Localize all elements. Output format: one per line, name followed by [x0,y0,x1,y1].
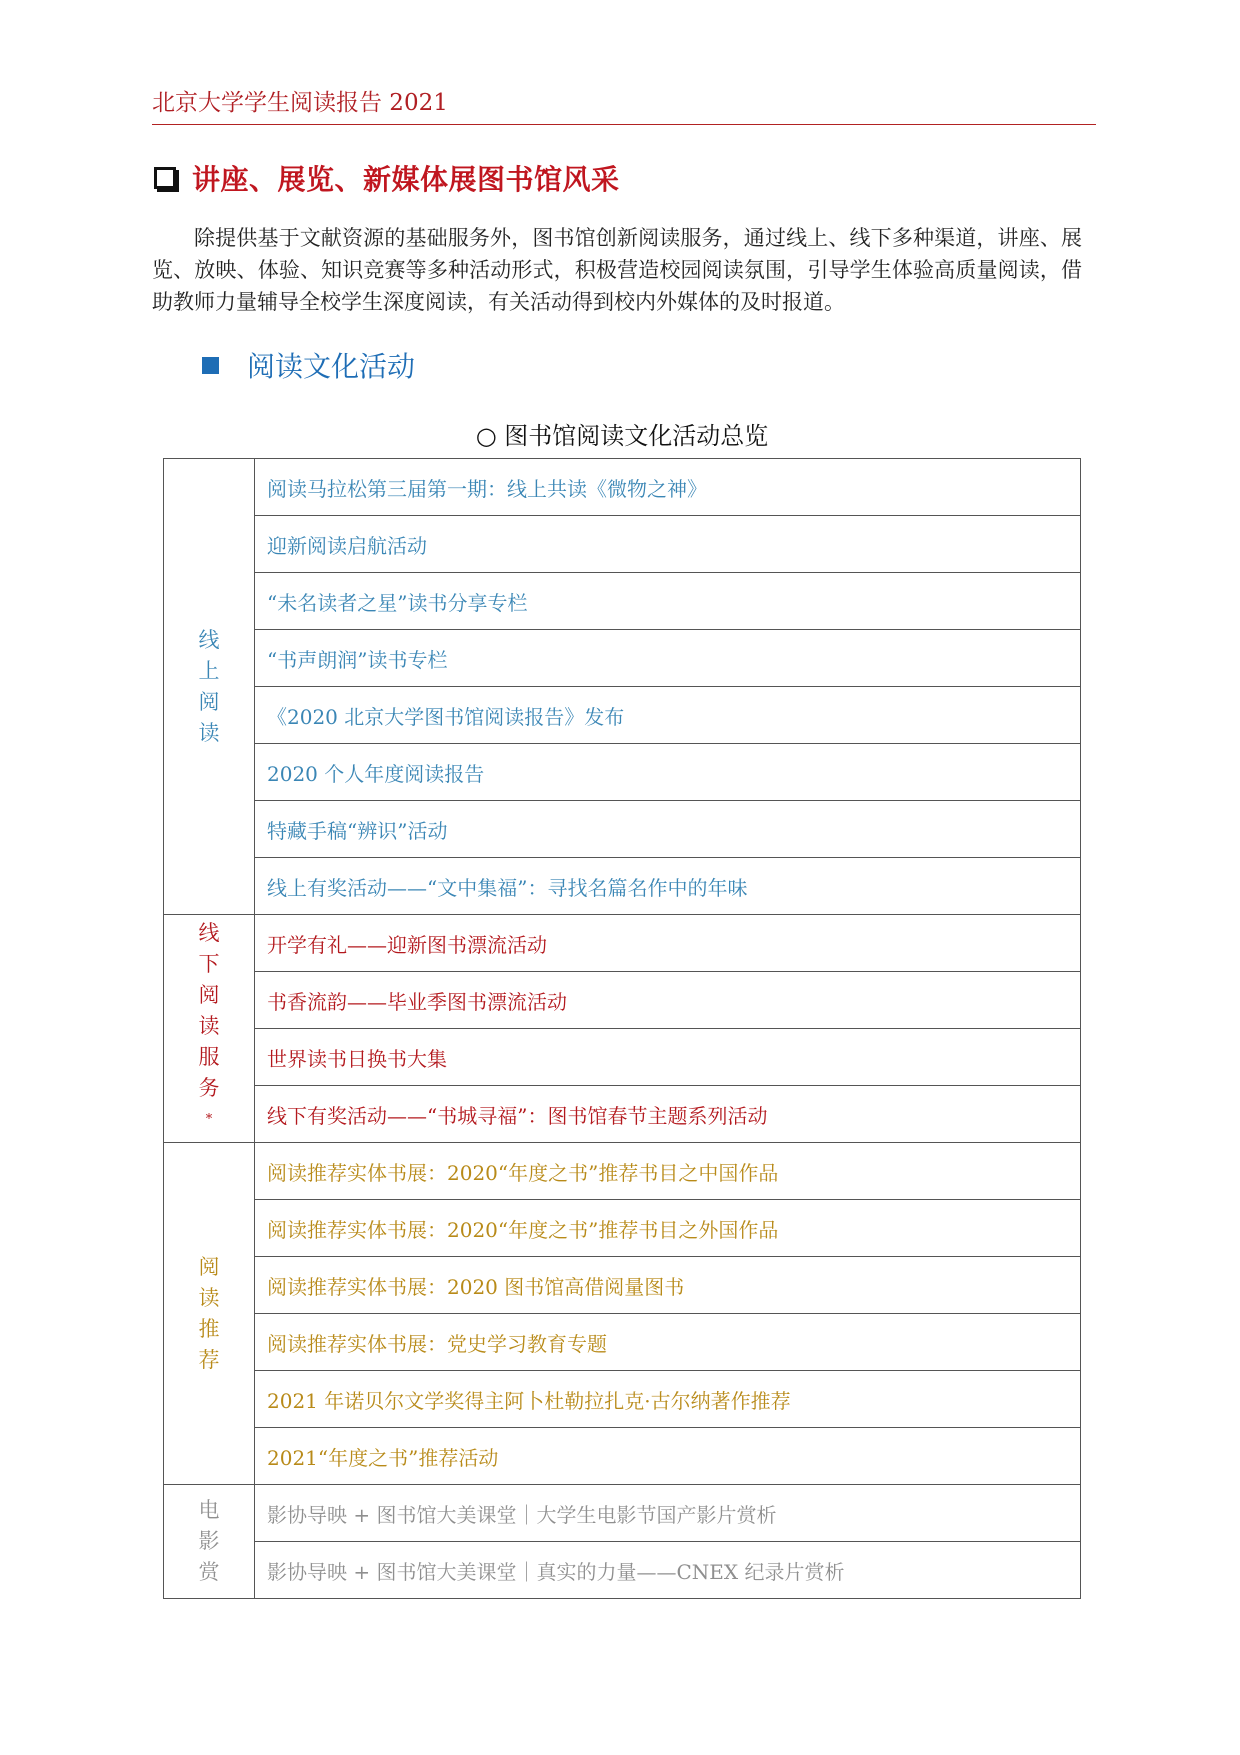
subsection-heading [202,347,415,383]
report-title: 北京大学学生阅读报告 2021 [152,90,448,116]
category-label [196,918,222,1140]
table-row [164,801,1081,858]
table-row [164,972,1081,1029]
table-row [164,1143,1081,1200]
table-row [164,1086,1081,1143]
activity-item: 线上有奖活动——“文中集福”：寻找名篇名作中的年味 [255,858,1081,915]
table-row [164,1542,1081,1599]
table-row [164,1371,1081,1428]
intro-paragraph: 除提供基于文献资源的基础服务外，图书馆创新阅读服务，通过线上、线下多种渠道，讲座、展览、放映、体验、知识竞赛等多种活动形式，积极营造校园阅读氛围，引导学生体验高质量阅读，借助教师力量辅导全校学生深度阅读，有关活动得到校内外媒体的及时报道。 [152,226,1082,314]
activity-item: 迎新阅读启航活动 [255,516,1081,573]
activity-item: 阅读推荐实体书展：2020“年度之书”推荐书目之外国作品 [255,1200,1081,1257]
activity-item: “书声朗润”读书专栏 [255,630,1081,687]
table-row [164,1485,1081,1542]
category-cell-film [164,1485,255,1599]
category-cell-recommend [164,1143,255,1485]
table-row [164,630,1081,687]
activity-item: 阅读马拉松第三届第一期：线上共读《微物之神》 [255,459,1081,516]
table-row [164,744,1081,801]
checkbox-icon [154,167,176,189]
subsection-title: 阅读文化活动 [247,350,416,383]
activity-item: 影协导映 + 图书馆大美课堂｜大学生电影节国产影片赏析 [255,1485,1081,1542]
activity-table [163,458,1081,1599]
table-row [164,687,1081,744]
activity-item: 开学有礼——迎新图书漂流活动 [255,915,1081,972]
table-row [164,459,1081,516]
activity-item: 阅读推荐实体书展：2020 图书馆高借阅量图书 [255,1257,1081,1314]
category-label: 电影赏 [198,1498,220,1584]
square-icon [202,357,219,374]
activity-item: 线下有奖活动——“书城寻福”：图书馆春节主题系列活动 [255,1086,1081,1143]
table-caption: ○ 图书馆阅读文化活动总览 [475,422,769,450]
footnote-mark: * [205,1111,213,1127]
table-row [164,858,1081,915]
activity-item: 2021“年度之书”推荐活动 [255,1428,1081,1485]
activity-item: 书香流韵——毕业季图书漂流活动 [255,972,1081,1029]
category-label: 阅读推荐 [198,1254,220,1372]
table-row [164,1257,1081,1314]
category-cell-online [164,459,255,915]
category-cell-offline [164,915,255,1143]
activity-item: 阅读推荐实体书展：党史学习教育专题 [255,1314,1081,1371]
section-title: 讲座、展览、新媒体展图书馆风采 [192,163,620,196]
activity-item: 影协导映 + 图书馆大美课堂｜真实的力量——CNEX 纪录片赏析 [255,1542,1081,1599]
table-row [164,1200,1081,1257]
page-header [152,84,1096,125]
table-row [164,1314,1081,1371]
table-row [164,1428,1081,1485]
activity-item: 阅读推荐实体书展：2020“年度之书”推荐书目之中国作品 [255,1143,1081,1200]
table-row [164,915,1081,972]
category-label: 线上阅读 [198,627,220,745]
activity-item: 世界读书日换书大集 [255,1029,1081,1086]
table-row [164,1029,1081,1086]
activity-item: 特藏手稿“辨识”活动 [255,801,1081,858]
table-row [164,573,1081,630]
activity-item: 2021 年诺贝尔文学奖得主阿卜杜勒拉扎克·古尔纳著作推荐 [255,1371,1081,1428]
activity-item: 2020 个人年度阅读报告 [255,744,1081,801]
activity-item: “未名读者之星”读书分享专栏 [255,573,1081,630]
category-label-text: 线下阅读服务 [198,920,220,1100]
section-heading [152,158,620,198]
table-row [164,516,1081,573]
activity-item: 《2020 北京大学图书馆阅读报告》发布 [255,687,1081,744]
